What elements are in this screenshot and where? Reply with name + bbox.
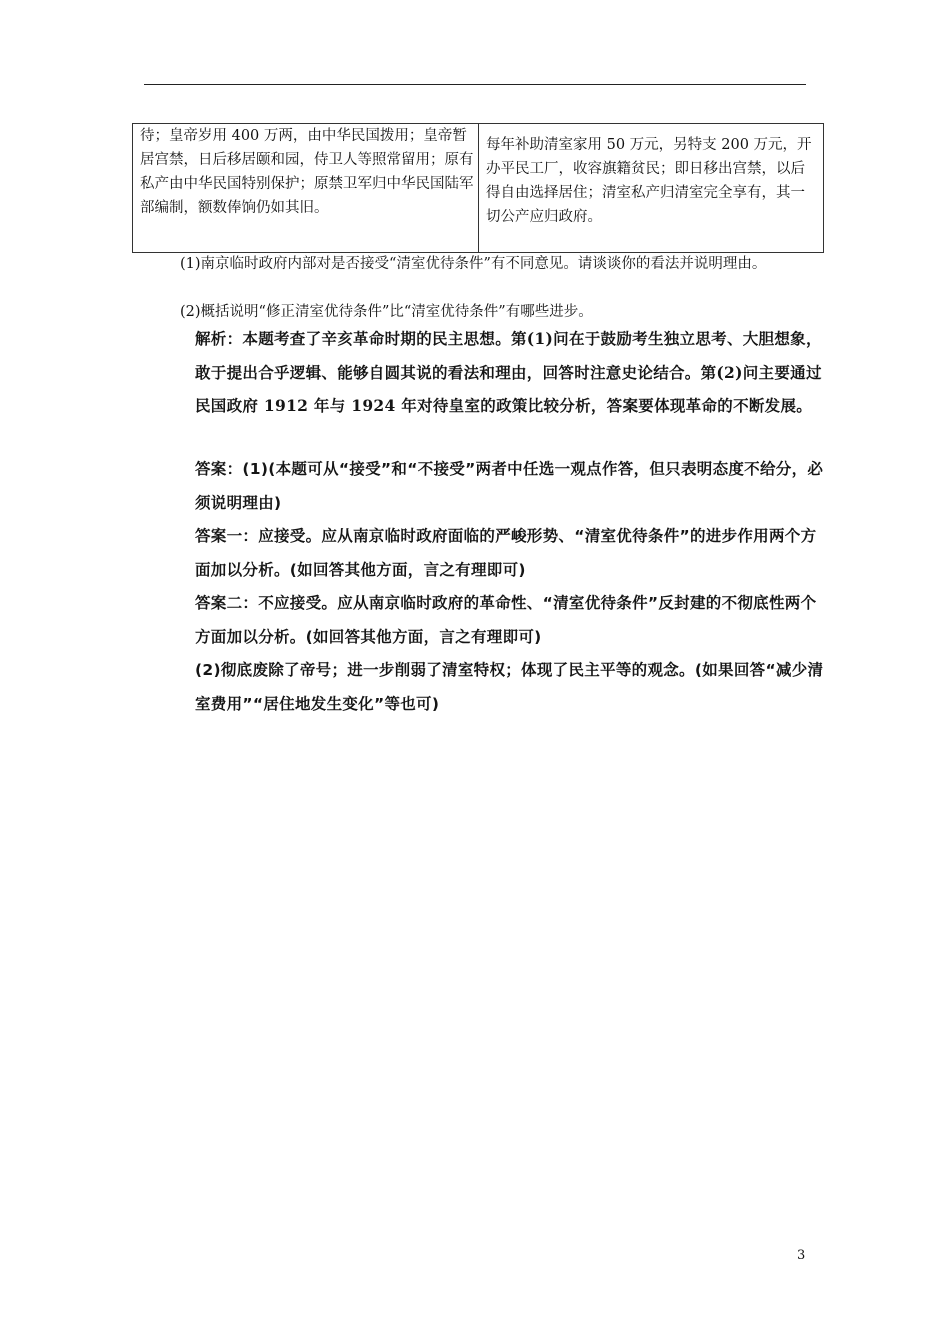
table-cell-qing-conditions: 待；皇帝岁用 400 万两，由中华民国拨用；皇帝暂居宫禁，日后移居颐和园，侍卫人等照常留用；原有私产由中华民国特别保护；原禁卫军归中华民国陆军部编制，额数俸饷仍如其旧。 — [133, 124, 479, 253]
answer-option-1: 答案一：应接受。应从南京临时政府面临的严峻形势、“清室优待条件”的进步作用两个方面加以分析。(如回答其他方面，言之有理即可) — [195, 527, 817, 579]
analysis-text: 解析：本题考查了辛亥革命时期的民主思想。第(1)问在于鼓励考生独立思考、大胆想象，敢于提出合乎逻辑、能够自圆其说的看法和理由，回答时注意史论结合。第(2)问主要通过民国政府 1912 年与 1924 年对待皇室的政策比较分析，答案要体现革命的不断发展。 — [195, 329, 822, 415]
answer-block — [195, 453, 831, 721]
question-2: (2)概括说明“修正清室优待条件”比“清室优待条件”有哪些进步。 — [180, 304, 593, 320]
table-cell-revised-conditions: 每年补助清室家用 50 万元，另特支 200 万元，开办平民工厂，收容旗籍贫民；即日移出宫禁，以后得自由选择居住；清室私产归清室完全享有，其一切公产应归政府。 — [479, 124, 824, 253]
question-1: (1)南京临时政府内部对是否接受“清室优待条件”有不同意见。请谈谈你的看法并说明理由。 — [180, 256, 767, 272]
header-rule — [144, 84, 806, 85]
comparison-table — [132, 123, 824, 253]
table-row — [133, 124, 824, 253]
page-number: 3 — [797, 1248, 806, 1263]
analysis-block — [195, 322, 831, 423]
answer-option-2: 答案二：不应接受。应从南京临时政府的革命性、“清室优待条件”反封建的不彻底性两个方面加以分析。(如回答其他方面，言之有理即可) — [195, 594, 817, 646]
answer-part-2: (2)彻底废除了帝号；进一步削弱了清室特权；体现了民主平等的观念。(如果回答“减少清室费用”“居住地发生变化”等也可) — [195, 661, 824, 713]
answer-intro: 答案：(1)(本题可从“接受”和“不接受”两者中任选一观点作答，但只表明态度不给分，必须说明理由) — [195, 460, 824, 512]
